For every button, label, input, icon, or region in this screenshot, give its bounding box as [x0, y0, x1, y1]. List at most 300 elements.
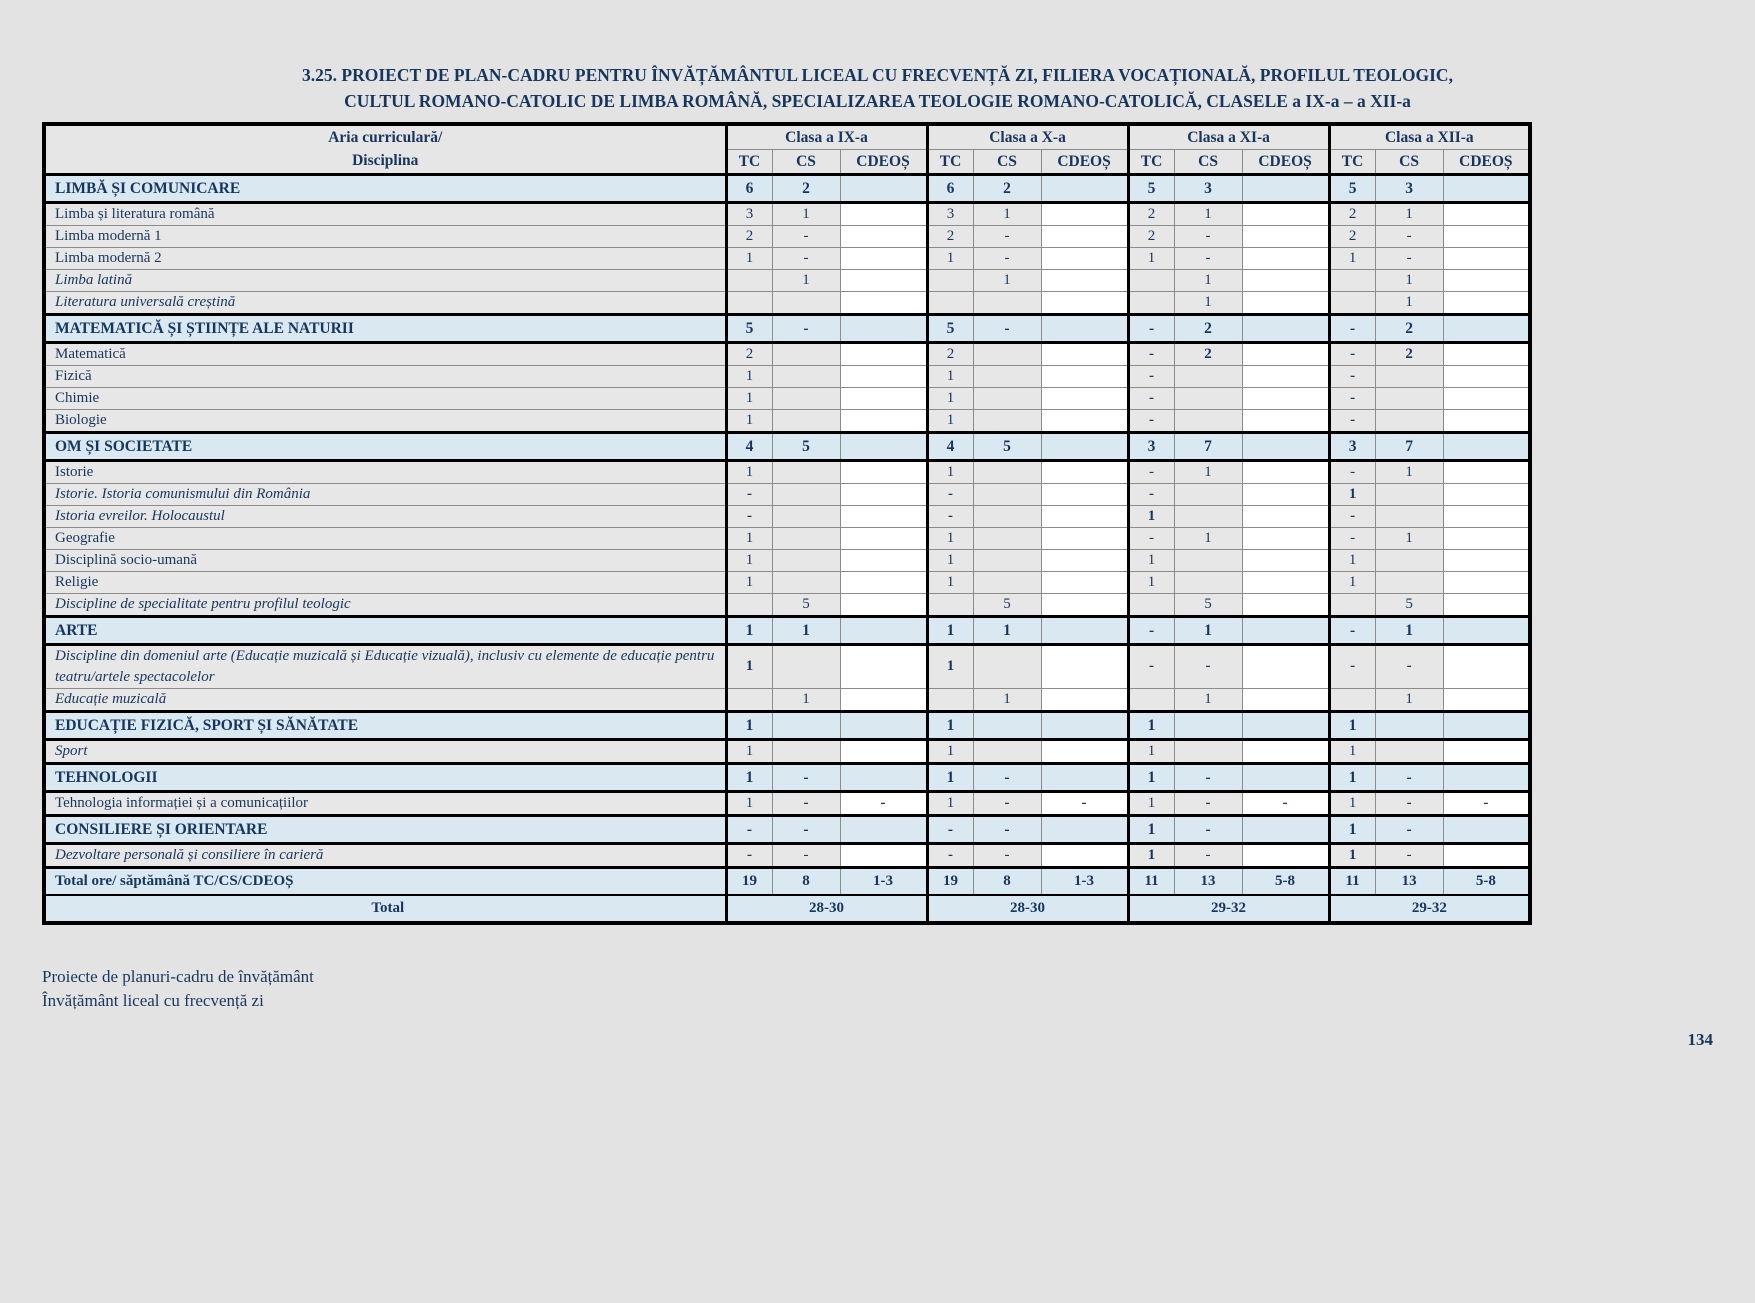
value-cell [1443, 365, 1530, 387]
value-cell [772, 711, 840, 739]
value-cell [1174, 505, 1242, 527]
value-cell [840, 739, 927, 763]
value-cell [840, 593, 927, 616]
value-cell: 3 [726, 202, 772, 225]
value-cell: 1 [1329, 549, 1375, 571]
value-cell [1242, 739, 1329, 763]
value-cell: 6 [927, 174, 973, 202]
discipline-row [44, 483, 1530, 505]
section-label: EDUCAȚIE FIZICĂ, SPORT ȘI SĂNĂTATE [44, 711, 726, 739]
value-cell [772, 460, 840, 483]
value-cell: 1 [927, 644, 973, 688]
header-subcol-cdeoș: CDEOȘ [1041, 149, 1128, 174]
value-cell [1443, 549, 1530, 571]
value-cell: 1 [1128, 815, 1174, 843]
value-cell [1329, 291, 1375, 314]
value-cell [840, 483, 927, 505]
header-subcol-cdeoș: CDEOȘ [1242, 149, 1329, 174]
header-subcol-tc: TC [726, 149, 772, 174]
value-cell: 1 [927, 527, 973, 549]
value-cell: - [1375, 225, 1443, 247]
value-cell [1443, 342, 1530, 365]
value-cell: 11 [1329, 867, 1375, 895]
row-label: Sport [44, 739, 726, 763]
discipline-row [44, 460, 1530, 483]
row-label: Limba latină [44, 269, 726, 291]
document-title-line2: CULTUL ROMANO-CATOLIC DE LIMBA ROMÂNĂ, SPECIALIZAREA TEOLOGIE ROMANO-CATOLICĂ, CLASELE a IX-a – a XII-a [344, 91, 1411, 112]
value-cell: 1 [1375, 460, 1443, 483]
value-cell: 4 [927, 432, 973, 460]
value-cell [1242, 688, 1329, 711]
header-subcol-cs: CS [1174, 149, 1242, 174]
value-cell [1041, 483, 1128, 505]
value-cell [840, 460, 927, 483]
value-cell [973, 505, 1041, 527]
value-cell: - [1329, 616, 1375, 644]
value-cell: 1 [1174, 291, 1242, 314]
value-cell [772, 549, 840, 571]
value-cell: 1 [1128, 505, 1174, 527]
value-cell: 8 [973, 867, 1041, 895]
value-cell [772, 527, 840, 549]
value-cell: 1 [1128, 711, 1174, 739]
value-cell [973, 460, 1041, 483]
value-cell [1443, 174, 1530, 202]
value-cell: 1 [1329, 571, 1375, 593]
value-cell: 7 [1174, 432, 1242, 460]
section-label: OM ȘI SOCIETATE [44, 432, 726, 460]
value-cell [1174, 711, 1242, 739]
value-cell: 1 [772, 688, 840, 711]
value-cell: - [1329, 365, 1375, 387]
value-cell [1375, 549, 1443, 571]
header-subcol-cs: CS [1375, 149, 1443, 174]
grand-total-value: 29-32 [1329, 895, 1530, 923]
value-cell [973, 549, 1041, 571]
value-cell [840, 269, 927, 291]
value-cell [1242, 505, 1329, 527]
value-cell: - [1329, 387, 1375, 409]
value-cell: - [927, 815, 973, 843]
value-cell [726, 269, 772, 291]
header-subcol-cs: CS [772, 149, 840, 174]
value-cell [772, 387, 840, 409]
value-cell: 1 [973, 688, 1041, 711]
value-cell: - [1174, 763, 1242, 791]
value-cell [1443, 711, 1530, 739]
value-cell: 1 [927, 791, 973, 815]
value-cell: 1 [927, 763, 973, 791]
value-cell [1041, 247, 1128, 269]
value-cell [1242, 571, 1329, 593]
value-cell: 1 [1174, 527, 1242, 549]
value-cell: 3 [1375, 174, 1443, 202]
header-subcol-cs: CS [973, 149, 1041, 174]
value-cell: 1 [927, 571, 973, 593]
value-cell: 1 [726, 644, 772, 688]
value-cell [1242, 365, 1329, 387]
value-cell [1041, 763, 1128, 791]
value-cell [1128, 593, 1174, 616]
value-cell [1041, 711, 1128, 739]
value-cell: 1 [726, 460, 772, 483]
value-cell [1443, 763, 1530, 791]
value-cell [1375, 571, 1443, 593]
value-cell: 2 [1174, 342, 1242, 365]
value-cell: 1 [1329, 483, 1375, 505]
value-cell [973, 571, 1041, 593]
value-cell: 5 [973, 432, 1041, 460]
value-cell [1041, 527, 1128, 549]
document-title [42, 62, 1713, 115]
value-cell: 1 [772, 269, 840, 291]
section-row [44, 314, 1530, 342]
discipline-row [44, 225, 1530, 247]
footer-line2: Învățământ liceal cu frecvență zi [42, 991, 264, 1011]
value-cell: 1 [1174, 616, 1242, 644]
value-cell: - [1329, 505, 1375, 527]
value-cell [840, 644, 927, 688]
value-cell [1443, 688, 1530, 711]
value-cell: 1 [1329, 763, 1375, 791]
discipline-row [44, 387, 1530, 409]
section-label: MATEMATICĂ ȘI ȘTIINȚE ALE NATURII [44, 314, 726, 342]
value-cell: 19 [726, 867, 772, 895]
row-label: Total ore/ săptămână TC/CS/CDEOȘ [44, 867, 726, 895]
value-cell [927, 593, 973, 616]
value-cell [973, 291, 1041, 314]
value-cell: - [1375, 644, 1443, 688]
value-cell: - [772, 815, 840, 843]
value-cell [1041, 174, 1128, 202]
value-cell: - [1375, 763, 1443, 791]
header-subcol-tc: TC [1128, 149, 1174, 174]
value-cell: 1 [973, 202, 1041, 225]
value-cell: - [973, 314, 1041, 342]
value-cell [927, 688, 973, 711]
header-class-group: Clasa a XII-a [1329, 124, 1530, 150]
footer-line1: Proiecte de planuri-cadru de învățământ [42, 966, 314, 986]
value-cell: - [1329, 527, 1375, 549]
value-cell [927, 291, 973, 314]
value-cell [973, 711, 1041, 739]
value-cell: - [1128, 409, 1174, 432]
value-cell: 3 [1174, 174, 1242, 202]
value-cell [1242, 593, 1329, 616]
value-cell [1443, 843, 1530, 867]
value-cell [1242, 483, 1329, 505]
value-cell [1041, 365, 1128, 387]
value-cell: - [927, 483, 973, 505]
grand-total-value: 29-32 [1128, 895, 1329, 923]
value-cell [1242, 460, 1329, 483]
value-cell [1443, 739, 1530, 763]
value-cell [1174, 549, 1242, 571]
value-cell: 1 [1128, 549, 1174, 571]
value-cell [1041, 342, 1128, 365]
header-subcol-tc: TC [927, 149, 973, 174]
value-cell [726, 291, 772, 314]
value-cell [973, 527, 1041, 549]
value-cell: 6 [726, 174, 772, 202]
value-cell: - [772, 763, 840, 791]
value-cell: 2 [726, 225, 772, 247]
value-cell: - [1174, 843, 1242, 867]
value-cell [840, 365, 927, 387]
value-cell [1041, 616, 1128, 644]
value-cell: 1 [927, 616, 973, 644]
value-cell [840, 843, 927, 867]
discipline-row [44, 505, 1530, 527]
value-cell: - [726, 505, 772, 527]
value-cell [1242, 291, 1329, 314]
value-cell: 2 [927, 342, 973, 365]
value-cell: - [772, 314, 840, 342]
value-cell [772, 644, 840, 688]
value-cell: 2 [1375, 314, 1443, 342]
value-cell: 7 [1375, 432, 1443, 460]
value-cell: - [1128, 616, 1174, 644]
value-cell [840, 505, 927, 527]
value-cell [1041, 505, 1128, 527]
value-cell [1174, 365, 1242, 387]
value-cell: 1 [772, 202, 840, 225]
value-cell [772, 505, 840, 527]
value-cell [1242, 342, 1329, 365]
value-cell: 5 [973, 593, 1041, 616]
value-cell [726, 593, 772, 616]
section-label: TEHNOLOGII [44, 763, 726, 791]
value-cell: 1 [726, 763, 772, 791]
discipline-row [44, 342, 1530, 365]
value-cell: - [1128, 644, 1174, 688]
value-cell: 1-3 [1041, 867, 1128, 895]
value-cell [1128, 269, 1174, 291]
value-cell: 1 [726, 527, 772, 549]
value-cell [840, 711, 927, 739]
value-cell [1041, 314, 1128, 342]
value-cell: 1 [1128, 763, 1174, 791]
value-cell [1443, 815, 1530, 843]
value-cell: - [840, 791, 927, 815]
value-cell: 2 [927, 225, 973, 247]
value-cell [1242, 549, 1329, 571]
row-label: Fizică [44, 365, 726, 387]
value-cell: 1 [1174, 269, 1242, 291]
value-cell [1443, 202, 1530, 225]
value-cell: - [927, 843, 973, 867]
value-cell [1443, 571, 1530, 593]
document-page [0, 62, 1755, 1050]
value-cell [1242, 269, 1329, 291]
section-row [44, 616, 1530, 644]
row-label: Discipline din domeniul arte (Educație muzicală și Educație vizuală), inclusiv cu elemente de educație pentru teatru/artele spectacolelor [44, 644, 726, 688]
discipline-row [44, 409, 1530, 432]
value-cell [840, 616, 927, 644]
value-cell: - [1329, 460, 1375, 483]
value-cell: - [1128, 387, 1174, 409]
value-cell: - [1128, 527, 1174, 549]
value-cell [1041, 225, 1128, 247]
value-cell: - [1329, 342, 1375, 365]
value-cell: 1 [1329, 791, 1375, 815]
row-label: Istorie [44, 460, 726, 483]
value-cell: - [1174, 815, 1242, 843]
value-cell: 11 [1128, 867, 1174, 895]
value-cell [840, 549, 927, 571]
value-cell: - [1128, 365, 1174, 387]
value-cell [1242, 202, 1329, 225]
value-cell: 1 [726, 247, 772, 269]
value-cell [1443, 505, 1530, 527]
value-cell: 1 [1174, 460, 1242, 483]
value-cell: 1 [1128, 843, 1174, 867]
value-cell [927, 269, 973, 291]
value-cell: 1 [927, 409, 973, 432]
row-label: Biologie [44, 409, 726, 432]
header-subcol-tc: TC [1329, 149, 1375, 174]
value-cell [1041, 815, 1128, 843]
value-cell: 1 [726, 571, 772, 593]
value-cell: 1 [927, 739, 973, 763]
value-cell [1041, 593, 1128, 616]
grand-total-row [44, 895, 1530, 923]
value-cell [1242, 763, 1329, 791]
row-label: Disciplină socio-umană [44, 549, 726, 571]
grand-total-label: Total [44, 895, 726, 923]
value-cell: 1 [1375, 202, 1443, 225]
value-cell [1041, 387, 1128, 409]
value-cell: - [1329, 409, 1375, 432]
value-cell [973, 387, 1041, 409]
value-cell: 1 [726, 365, 772, 387]
grand-total-value: 28-30 [927, 895, 1128, 923]
value-cell: - [772, 225, 840, 247]
value-cell [772, 291, 840, 314]
value-cell [840, 688, 927, 711]
value-cell [1443, 432, 1530, 460]
value-cell: - [1242, 791, 1329, 815]
value-cell [1041, 269, 1128, 291]
value-cell [1242, 616, 1329, 644]
value-cell: - [1375, 815, 1443, 843]
value-cell: 1 [1375, 616, 1443, 644]
value-cell [973, 409, 1041, 432]
value-cell [772, 739, 840, 763]
value-cell [1242, 644, 1329, 688]
curriculum-table [42, 122, 1532, 925]
value-cell [1443, 225, 1530, 247]
value-cell [840, 763, 927, 791]
value-cell [973, 644, 1041, 688]
value-cell: - [1174, 247, 1242, 269]
value-cell [840, 432, 927, 460]
section-row [44, 763, 1530, 791]
value-cell: - [772, 247, 840, 269]
row-label: Limba modernă 2 [44, 247, 726, 269]
value-cell [840, 571, 927, 593]
value-cell: 1 [1174, 688, 1242, 711]
value-cell: - [1174, 644, 1242, 688]
value-cell: 3 [927, 202, 973, 225]
value-cell [1443, 527, 1530, 549]
row-label: Geografie [44, 527, 726, 549]
value-cell [1242, 314, 1329, 342]
row-label: Limba și literatura română [44, 202, 726, 225]
value-cell: 5 [1375, 593, 1443, 616]
value-cell [973, 342, 1041, 365]
value-cell: - [1128, 483, 1174, 505]
value-cell: - [1128, 342, 1174, 365]
row-label: Educație muzicală [44, 688, 726, 711]
value-cell [1375, 505, 1443, 527]
value-cell: 2 [1329, 225, 1375, 247]
discipline-row [44, 739, 1530, 763]
value-cell: 1 [973, 269, 1041, 291]
value-cell: 1 [726, 791, 772, 815]
value-cell: 5 [1174, 593, 1242, 616]
value-cell [726, 688, 772, 711]
header-subcol-cdeoș: CDEOȘ [840, 149, 927, 174]
value-cell [1375, 365, 1443, 387]
value-cell [1375, 739, 1443, 763]
value-cell: - [726, 483, 772, 505]
value-cell: 1 [726, 711, 772, 739]
value-cell [973, 483, 1041, 505]
row-label: Chimie [44, 387, 726, 409]
discipline-row [44, 549, 1530, 571]
value-cell [840, 174, 927, 202]
value-cell: 5 [726, 314, 772, 342]
value-cell: 5-8 [1443, 867, 1530, 895]
value-cell: - [726, 815, 772, 843]
value-cell [1375, 483, 1443, 505]
value-cell: 13 [1174, 867, 1242, 895]
value-cell [1329, 593, 1375, 616]
value-cell: 1 [1375, 688, 1443, 711]
value-cell [1242, 815, 1329, 843]
value-cell: - [772, 843, 840, 867]
value-cell: 1 [1375, 291, 1443, 314]
value-cell [1329, 688, 1375, 711]
value-cell: - [1443, 791, 1530, 815]
value-cell: 5 [1128, 174, 1174, 202]
value-cell [1375, 387, 1443, 409]
value-cell [840, 527, 927, 549]
value-cell [1041, 644, 1128, 688]
value-cell: 1 [1329, 815, 1375, 843]
header-class-group: Clasa a IX-a [726, 124, 927, 150]
value-cell [1041, 549, 1128, 571]
value-cell: 1 [1329, 247, 1375, 269]
discipline-row [44, 269, 1530, 291]
value-cell: 5 [772, 593, 840, 616]
value-cell [772, 365, 840, 387]
discipline-row [44, 688, 1530, 711]
value-cell: 1 [726, 739, 772, 763]
value-cell: 1 [1128, 247, 1174, 269]
discipline-row [44, 644, 1530, 688]
value-cell: 1 [726, 616, 772, 644]
value-cell: 13 [1375, 867, 1443, 895]
value-cell [840, 314, 927, 342]
value-cell: 2 [726, 342, 772, 365]
value-cell: 1 [1375, 269, 1443, 291]
value-cell [1242, 225, 1329, 247]
value-cell [1174, 387, 1242, 409]
value-cell [1242, 432, 1329, 460]
value-cell: 1 [1128, 739, 1174, 763]
